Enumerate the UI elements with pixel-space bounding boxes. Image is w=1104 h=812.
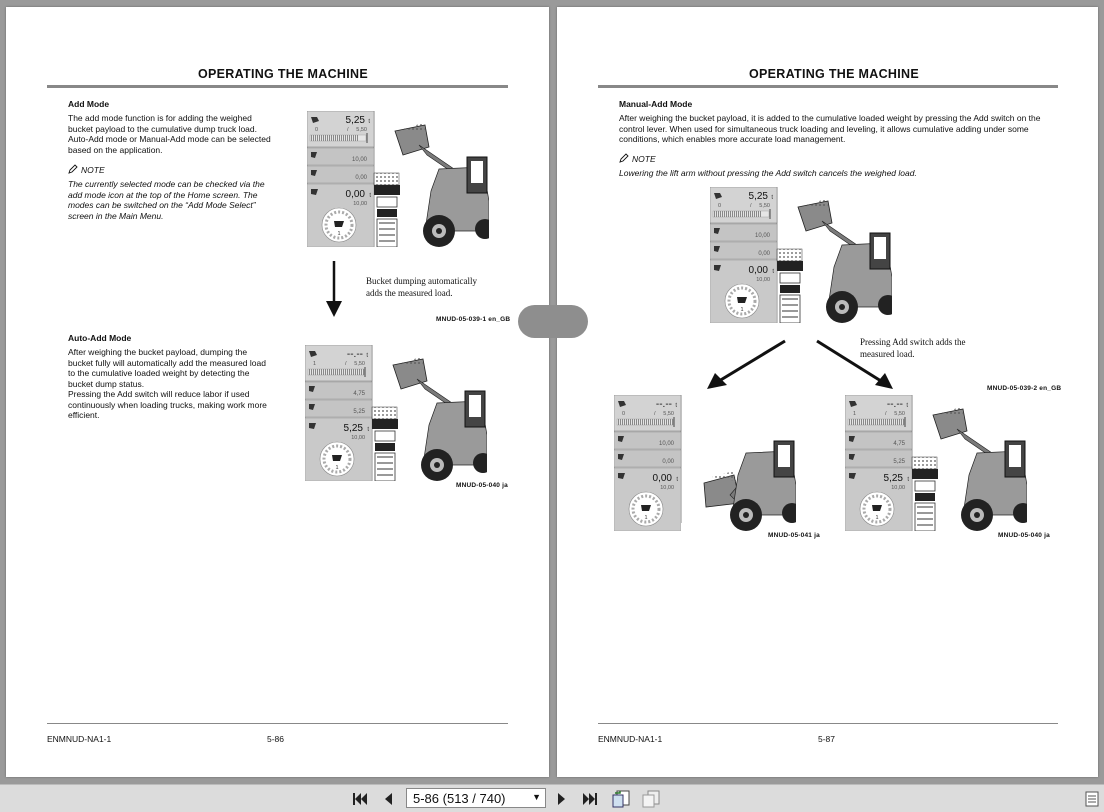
svg-text:10,00: 10,00 [351,435,365,441]
page-number-select[interactable] [406,788,546,808]
footer-doc-id: ENMNUD-NA1-1 [47,734,112,744]
weigh-display-panel [710,187,777,323]
title-rule [598,85,1058,88]
svg-text:--.--: --.-- [346,349,363,360]
footer-rule [598,723,1058,724]
add-mode-note-text: The currently selected mode can be checked via the add mode icon at the top of the Home screen. The modes can be switched on the “Add Mode Select” screen in the Main Menu. [68,179,265,221]
auto-add-heading: Auto-Add Mode [68,333,132,343]
loader-illustration-4 [614,395,796,536]
svg-text:10,00: 10,00 [754,233,770,239]
add-mode-heading: Add Mode [68,99,110,109]
loader-illustration-3 [710,187,892,328]
svg-text:5,25: 5,25 [893,459,905,465]
svg-text:/: / [654,411,656,417]
svg-text:0,00: 0,00 [345,189,365,200]
title-rule [47,85,508,88]
svg-text:5,25: 5,25 [883,473,903,484]
svg-text:10,00: 10,00 [660,485,674,491]
chevron-down-icon: ▼ [532,792,541,802]
auto-add-body: After weighing the bucket payload, dumping the bucket fully will automatically add the measured load to the cumulative loaded weight by detecting the bucket dump status. Pressing the Add switch will reduce labor if used continuously when loading trucks, making work more efficient. [68,347,267,420]
previous-page-icon[interactable] [378,789,398,809]
manual-add-body: After weighing the bucket payload, it is added to the cumulative loaded weight by pressing the Add switch on the control lever. When used for simultaneous truck loading and leveling, it allows cumulative adding under some conditions, which enables more accurate load management. [619,113,1041,144]
svg-text:/: / [345,361,347,367]
loader-illustration-5 [845,395,1027,536]
svg-text:5,50: 5,50 [356,127,367,133]
svg-text:5,25: 5,25 [345,115,365,126]
pencil-icon [68,164,78,176]
arrow-caption: Pressing Add switch adds the measured load. [860,337,966,359]
svg-text:5,50: 5,50 [354,361,365,367]
loader-illustration-2 [305,345,487,486]
svg-text:5,50: 5,50 [759,203,770,209]
svg-text:10,00: 10,00 [353,201,367,207]
svg-text:t: t [367,427,369,433]
svg-text:5,25: 5,25 [343,423,363,434]
next-page-icon[interactable] [552,789,572,809]
svg-text:t: t [676,477,678,483]
figure-id: MNUD-05-039-1 en_GB [436,316,511,323]
pencil-icon [619,153,629,165]
menu-icon[interactable] [1082,789,1102,809]
svg-text:1: 1 [335,465,339,471]
down-arrow-icon [324,261,344,322]
svg-text:5,50: 5,50 [894,411,905,417]
svg-text:t: t [906,403,908,409]
svg-text:0,00: 0,00 [748,265,768,276]
page-title: OPERATING THE MACHINE [749,67,919,81]
svg-text:1: 1 [853,411,857,417]
weigh-display-panel [845,395,912,531]
weigh-display-panel [307,111,374,247]
note-label: NOTE [68,164,105,176]
svg-text:10,00: 10,00 [891,485,905,491]
svg-text:1: 1 [644,515,648,521]
svg-text:10,00: 10,00 [658,441,674,447]
dump-truck [912,457,938,531]
svg-text:--.--: --.-- [655,399,672,410]
weigh-display-panel [305,345,372,481]
svg-text:1: 1 [875,515,879,521]
svg-text:t: t [772,269,774,275]
page-number-value: 5-86 (513 / 740) [413,790,506,806]
svg-text:t: t [368,119,370,125]
svg-text:0,00: 0,00 [758,251,770,257]
svg-text:0,00: 0,00 [662,459,674,465]
svg-text:/: / [885,411,887,417]
svg-text:1: 1 [740,307,744,313]
loader-illustration-1 [307,111,489,252]
fit-page-icon[interactable] [611,789,631,809]
svg-text:t: t [366,353,368,359]
viewer-toolbar [0,784,1104,812]
figure-id: MNUD-05-040 ja [456,482,508,489]
svg-text:0: 0 [718,203,722,209]
svg-text:1: 1 [313,361,317,367]
svg-text:5,50: 5,50 [663,411,674,417]
footer-rule [47,723,508,724]
page-splitter-handle[interactable] [518,305,588,338]
weigh-display-panel [614,395,681,531]
manual-add-heading: Manual-Add Mode [619,99,693,109]
svg-text:4,75: 4,75 [353,391,365,397]
svg-text:t: t [675,403,677,409]
svg-text:0: 0 [622,411,626,417]
dump-truck [374,173,400,247]
first-page-icon[interactable] [350,789,370,809]
note-label: NOTE [619,153,656,165]
svg-text:4,75: 4,75 [893,441,905,447]
svg-text:t: t [369,193,371,199]
figure-id: MNUD-05-040 ja [998,532,1050,539]
footer-page-number: 5-87 [818,734,836,744]
svg-text:0,00: 0,00 [355,175,367,181]
svg-text:0,00: 0,00 [652,473,672,484]
manual-add-note-text: Lowering the lift arm without pressing the Add switch cancels the weighed load. [619,168,917,178]
svg-text:0: 0 [315,127,319,133]
add-mode-body: The add mode function is for adding the weighed bucket payload to the cumulative dump truck load. Auto-Add mode or Manual-Add mode can be selected based on the application. [68,113,271,155]
left-page [6,7,549,777]
figure-id: MNUD-05-041 ja [768,532,820,539]
arrow-caption: Bucket dumping automatically adds the measured load. [366,276,477,298]
last-page-icon[interactable] [580,789,600,809]
dump-truck [777,249,803,323]
svg-text:5,25: 5,25 [748,191,768,202]
dump-truck [372,407,398,481]
svg-text:t: t [771,195,773,201]
svg-text:--.--: --.-- [886,399,903,410]
right-page [557,7,1098,777]
single-page-icon[interactable] [641,789,661,809]
svg-text:1: 1 [337,231,341,237]
svg-text:10,00: 10,00 [756,277,770,283]
svg-text:t: t [907,477,909,483]
svg-text:5,25: 5,25 [353,409,365,415]
svg-text:/: / [347,127,349,133]
page-title: OPERATING THE MACHINE [198,67,368,81]
footer-doc-id: ENMNUD-NA1-1 [598,734,663,744]
svg-text:10,00: 10,00 [351,157,367,163]
svg-text:/: / [750,203,752,209]
figure-id: MNUD-05-039-2 en_GB [987,385,1062,392]
footer-page-number: 5-86 [267,734,285,744]
